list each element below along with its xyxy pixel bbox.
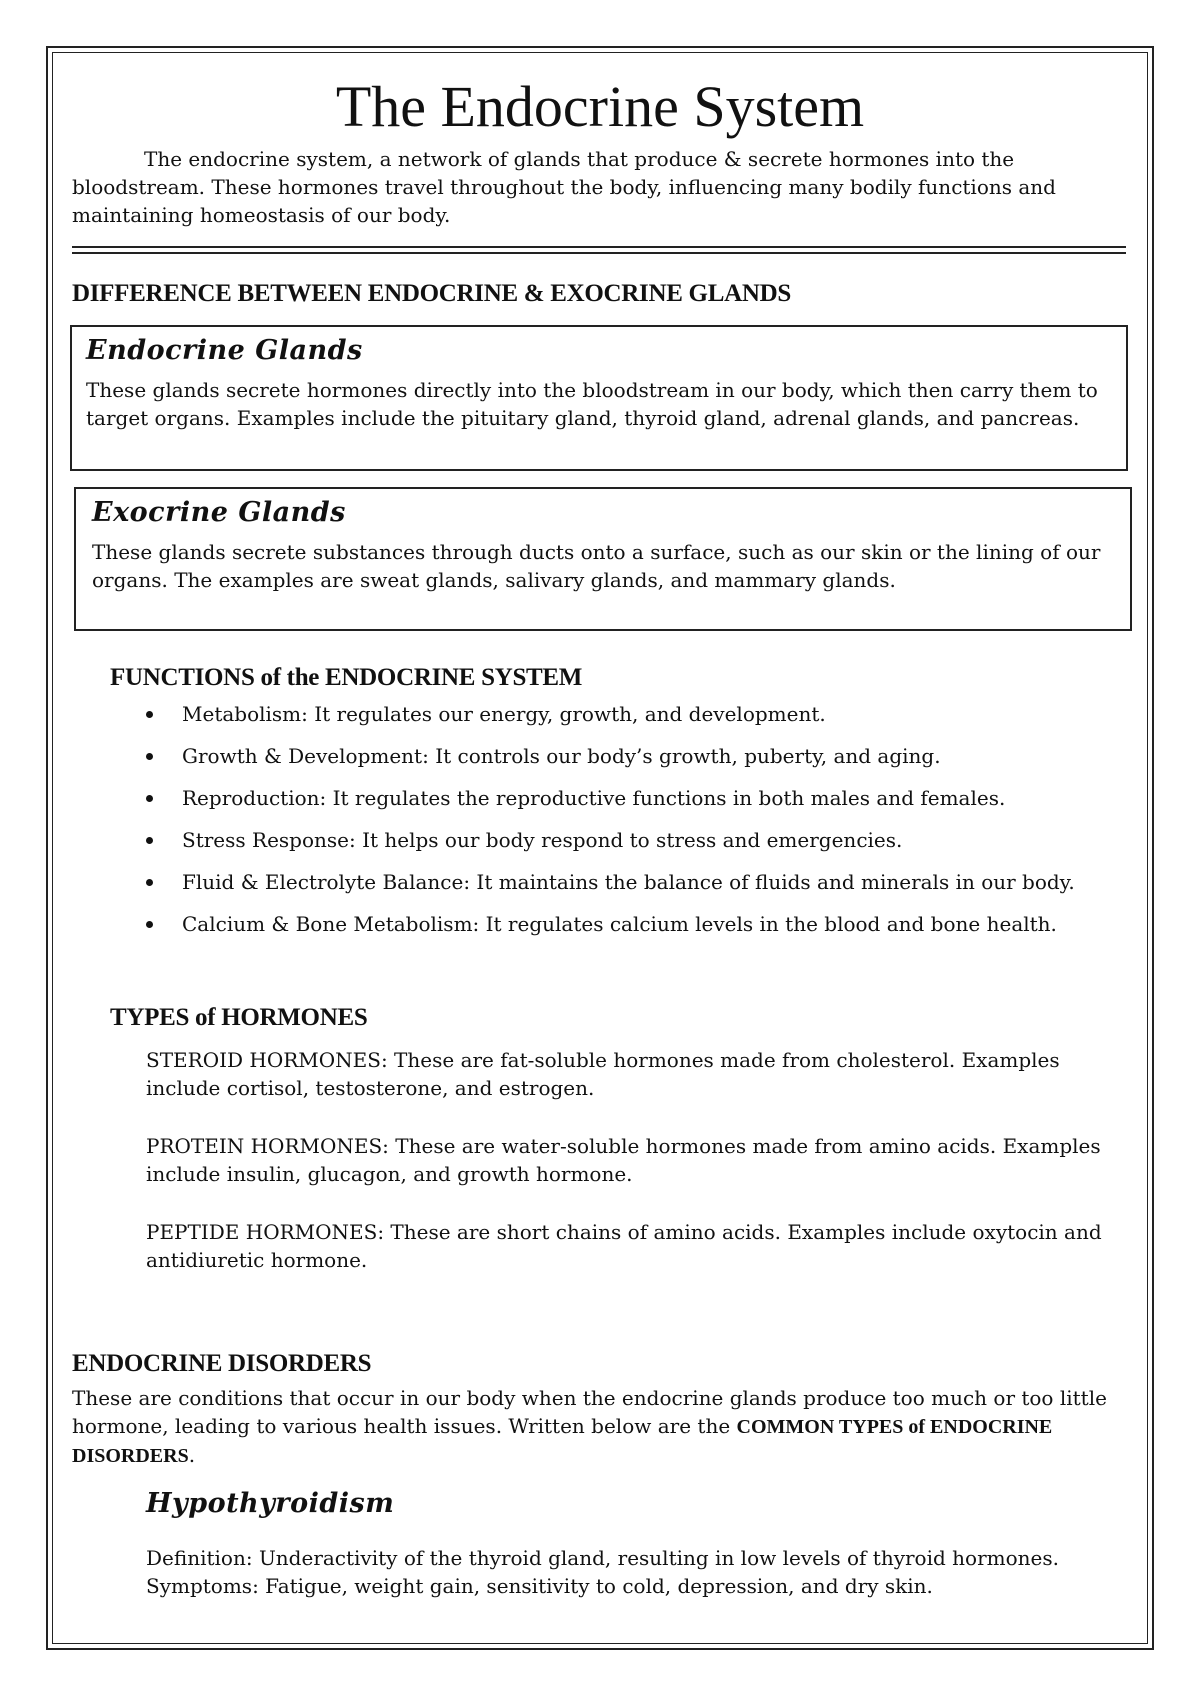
bullet [146,921,153,928]
hypothyroidism-symptoms: Symptoms: Fatigue, weight gain, sensitivity to cold, depression, and dry skin. [146,1574,933,1598]
endocrine-glands-box [70,325,1128,471]
list-item [132,910,1132,952]
list-item [132,784,1132,826]
disorders-intro-text: These are conditions that occur in our body when the endocrine glands produce too much or too little hormone, leading to various health issues. Written below are the [72,1386,1107,1438]
bullet [146,711,153,718]
peptide-hormones-text: PEPTIDE HORMONES: These are short chains of amino acids. Examples include oxytocin and antidiuretic hormone. [146,1220,1102,1272]
list-item-text: Stress Response: It helps our body respond to stress and emergencies. [182,828,903,852]
divider-top [72,246,1126,248]
list-item [132,742,1132,784]
list-item-text: Reproduction: It regulates the reproductive functions in both males and females. [182,786,1006,810]
endocrine-glands-text: These glands secrete hormones directly into the bloodstream in our body, which then carry them to target organs. Examples include the pituitary gland, thyroid gland, adrenal glands, and pancreas. [86,378,1098,430]
bullet [146,837,153,844]
hypothyroidism-definition: Definition: Underactivity of the thyroid gland, resulting in low levels of thyroid hormones. [146,1546,1059,1570]
exocrine-glands-title: Exocrine Glands [92,497,346,528]
list-item [132,700,1132,742]
protein-hormones-text: PROTEIN HORMONES: These are water-soluble hormones made from amino acids. Examples include insulin, glucagon, and growth hormone. [146,1134,1101,1186]
functions-list [132,700,1132,952]
disorders-intro-bold: COMMON TYPES of ENDOCRINE DISORDERS [72,1416,1053,1467]
page-title: The Endocrine System [335,74,865,139]
list-item [132,868,1132,910]
list-item-text: Calcium & Bone Metabolism: It regulates calcium levels in the blood and bone health. [182,912,1057,936]
exocrine-glands-box [74,487,1132,631]
intro-text: The endocrine system, a network of glands that produce & secrete hormones into the bloodstream. These hormones travel throughout the body, influencing many bodily functions and maintaining homeostasis of our body. [72,147,1056,227]
hypothyroidism-title: Hypothyroidism [146,1488,395,1519]
bullet [146,879,153,886]
difference-heading: DIFFERENCE BETWEEN ENDOCRINE & EXOCRINE GLANDS [72,280,791,307]
endocrine-glands-title: Endocrine Glands [86,335,363,366]
disorders-heading: ENDOCRINE DISORDERS [72,1350,372,1377]
hormones-heading: TYPES of HORMONES [110,1004,368,1031]
exocrine-glands-text: These glands secrete substances through ducts onto a surface, such as our skin or the lining of our organs. The examples are sweat glands, salivary glands, and mammary glands. [92,540,1101,592]
list-item-text: Growth & Development: It controls our body’s growth, puberty, and aging. [182,744,941,768]
disorders-intro-end: . [188,1443,196,1467]
bullet [146,795,153,802]
bullet [146,753,153,760]
list-item [132,826,1132,868]
list-item-text: Fluid & Electrolyte Balance: It maintains the balance of fluids and minerals in our body. [182,870,1075,894]
divider-bottom [72,252,1126,254]
disorders-intro [72,1384,1132,1470]
intro-paragraph [72,145,1112,229]
steroid-hormones-text: STEROID HORMONES: These are fat-soluble hormones made from cholesterol. Examples include cortisol, testosterone, and estrogen. [146,1048,1060,1100]
functions-heading: FUNCTIONS of the ENDOCRINE SYSTEM [110,664,583,691]
list-item-text: Metabolism: It regulates our energy, growth, and development. [182,702,826,726]
